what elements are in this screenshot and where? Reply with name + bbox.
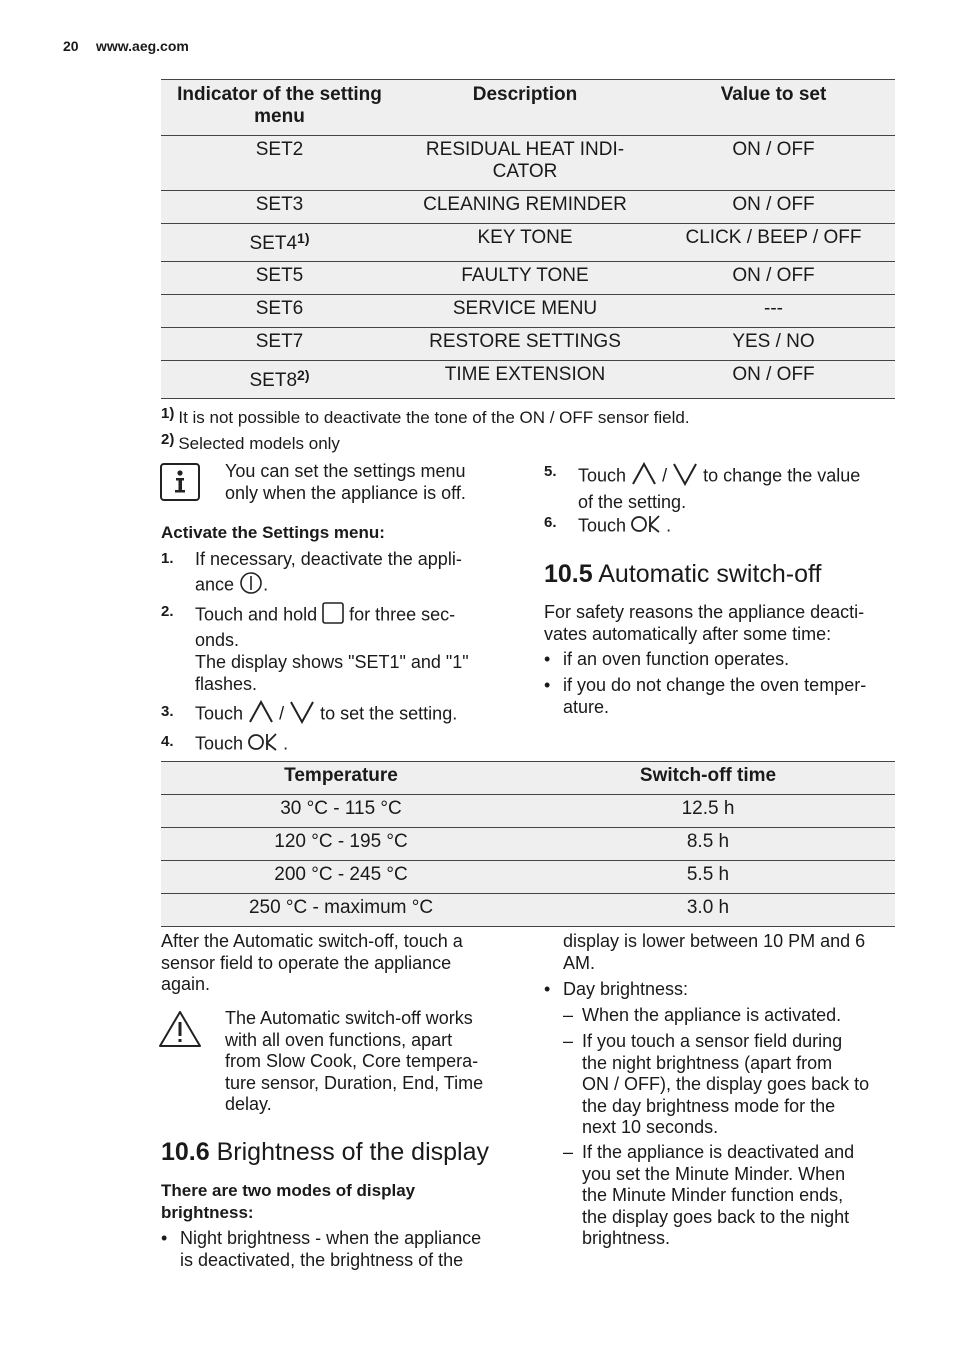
list-item: if you do not change the oven temper- ature. xyxy=(563,675,867,717)
header-value: Value to set xyxy=(720,84,827,105)
bullet-dot: • xyxy=(161,1228,168,1248)
table-row xyxy=(161,361,895,399)
dash-marker: – xyxy=(563,1031,574,1051)
warning-note: The Automatic switch-off works with all oven functions, apart from Slow Cook, Core tempera- ture sensor, Duration, End, Time delay. xyxy=(225,1008,484,1114)
step-4-text: Touch . xyxy=(195,732,288,758)
header-description: Description xyxy=(472,84,578,105)
header-switchoff-time: Switch-off time xyxy=(639,765,777,786)
warning-icon xyxy=(158,1010,202,1053)
cell-indicator: SET8$^{2)}$ xyxy=(161,361,398,399)
section-10-5-intro: For safety reasons the appliance deacti- vates automatically after some time: xyxy=(544,602,865,644)
website-url[interactable]: www.aeg.com xyxy=(96,38,189,54)
down-arrow-icon xyxy=(289,700,315,730)
cell-value: CLICK / BEEP / OFF xyxy=(652,224,895,262)
table-row xyxy=(161,328,895,361)
bullet-dot: • xyxy=(544,675,551,695)
bullet-dot: • xyxy=(544,649,551,669)
table-row xyxy=(161,224,895,262)
up-arrow-icon xyxy=(631,462,657,492)
step-number: 4. xyxy=(161,733,174,750)
page-number: 20 xyxy=(63,38,79,54)
info-note: You can set the settings menu only when the appliance is off. xyxy=(225,461,466,503)
step-number: 3. xyxy=(161,703,174,720)
cell-description: FAULTY TONE xyxy=(398,262,652,295)
down-arrow-icon xyxy=(672,462,698,492)
power-icon xyxy=(239,571,263,601)
up-arrow-icon xyxy=(248,700,274,730)
footnote-1: 1) It is not possible to deactivate the tone of the ON / OFF sensor field. xyxy=(161,405,690,427)
table-row xyxy=(161,861,895,894)
cell-time: 5.5 h xyxy=(521,861,895,894)
table-row xyxy=(161,262,895,295)
cell-temperature: 120 °C - 195 °C xyxy=(161,828,521,861)
day-subitem: If the appliance is deactivated and you set the Minute Minder. When the Minute Minder function ends, the display goes back to the night brightness. xyxy=(582,1142,855,1248)
ok-icon xyxy=(631,514,661,540)
cell-description: CLEANING REMINDER xyxy=(398,191,652,224)
cell-time: 12.5 h xyxy=(521,795,895,828)
info-icon xyxy=(160,463,200,501)
cell-temperature: 200 °C - 245 °C xyxy=(161,861,521,894)
step-3-text: Touch / to set the setting. xyxy=(195,700,457,730)
ok-icon xyxy=(248,732,278,758)
cell-value: ON / OFF xyxy=(652,361,895,399)
footnote-ref: 1) xyxy=(297,230,310,246)
header-indicator: Indicator of the setting menu xyxy=(177,84,382,127)
switchoff-table xyxy=(161,761,895,927)
table-row xyxy=(161,191,895,224)
table-row xyxy=(161,894,895,927)
cell-description: SERVICE MENU xyxy=(398,295,652,328)
step-2-text: Touch and hold for three sec- onds. xyxy=(195,602,455,651)
table-header-row xyxy=(161,762,895,795)
step-number: 2. xyxy=(161,603,174,620)
step-1-text: If necessary, deactivate the appli- ance . xyxy=(195,549,462,600)
table-row xyxy=(161,828,895,861)
header-temperature: Temperature xyxy=(284,765,398,786)
bullet-dot: • xyxy=(544,979,551,999)
activate-heading: Activate the Settings menu: xyxy=(161,523,385,542)
cell-temperature: 250 °C - maximum °C xyxy=(161,894,521,927)
dash-marker: – xyxy=(563,1142,574,1162)
table-row xyxy=(161,136,895,191)
cell-indicator: SET4$^{1)}$ xyxy=(161,224,398,262)
day-brightness-item: Day brightness: xyxy=(563,979,689,999)
cell-value: ON / OFF xyxy=(652,191,895,224)
cell-value: YES / NO xyxy=(652,328,895,361)
after-switchoff-text: After the Automatic switch-off, touch a sensor field to operate the appliance again. xyxy=(161,931,463,994)
cell-description: RESTORE SETTINGS xyxy=(398,328,652,361)
cell-description: TIME EXTENSION xyxy=(398,361,652,399)
day-subitem: When the appliance is activated. xyxy=(582,1005,842,1025)
cell-indicator: SET2 xyxy=(161,136,398,191)
settings-table xyxy=(161,79,895,399)
cell-temperature: 30 °C - 115 °C xyxy=(161,795,521,828)
brightness-heading: There are two modes of display brightness: xyxy=(161,1181,416,1222)
cell-description: RESIDUAL HEAT INDI- CATOR xyxy=(398,136,652,191)
step-number: 1. xyxy=(161,550,174,567)
footnote-2: 2) Selected models only xyxy=(161,431,340,453)
cell-indicator: SET5 xyxy=(161,262,398,295)
step-5-text: Touch / to change the value of the setting. xyxy=(578,462,860,513)
cell-time: 8.5 h xyxy=(521,828,895,861)
day-subitem: If you touch a sensor field during the night brightness (apart from ON / OFF), the display goes back to the day brightness mode for the next 10 seconds. xyxy=(582,1031,870,1137)
cell-indicator: SET6 xyxy=(161,295,398,328)
footnote-ref: 2) xyxy=(297,367,310,383)
night-brightness-cont: display is lower between 10 PM and 6 AM. xyxy=(563,931,866,973)
step-number: 5. xyxy=(544,463,557,480)
list-item: if an oven function operates. xyxy=(563,649,790,669)
table-header-row xyxy=(161,80,895,136)
dash-marker: – xyxy=(563,1005,574,1025)
section-10-5-title: 10.5 Automatic switch-off xyxy=(544,560,822,588)
cell-description: KEY TONE xyxy=(398,224,652,262)
table-row xyxy=(161,295,895,328)
step-number: 6. xyxy=(544,514,557,531)
step-6-text: Touch . xyxy=(578,514,671,540)
step-2-subtext: The display shows "SET1" and "1" flashes. xyxy=(195,652,469,694)
section-10-6-title: 10.6 Brightness of the display xyxy=(161,1138,490,1166)
cell-time: 3.0 h xyxy=(521,894,895,927)
cell-indicator: SET7 xyxy=(161,328,398,361)
cell-value: ON / OFF xyxy=(652,136,895,191)
cell-value: --- xyxy=(652,295,895,328)
cell-value: ON / OFF xyxy=(652,262,895,295)
square-key-icon xyxy=(322,602,344,630)
night-brightness-item: Night brightness - when the appliance is deactivated, the brightness of the xyxy=(180,1228,482,1270)
table-row xyxy=(161,795,895,828)
cell-indicator: SET3 xyxy=(161,191,398,224)
